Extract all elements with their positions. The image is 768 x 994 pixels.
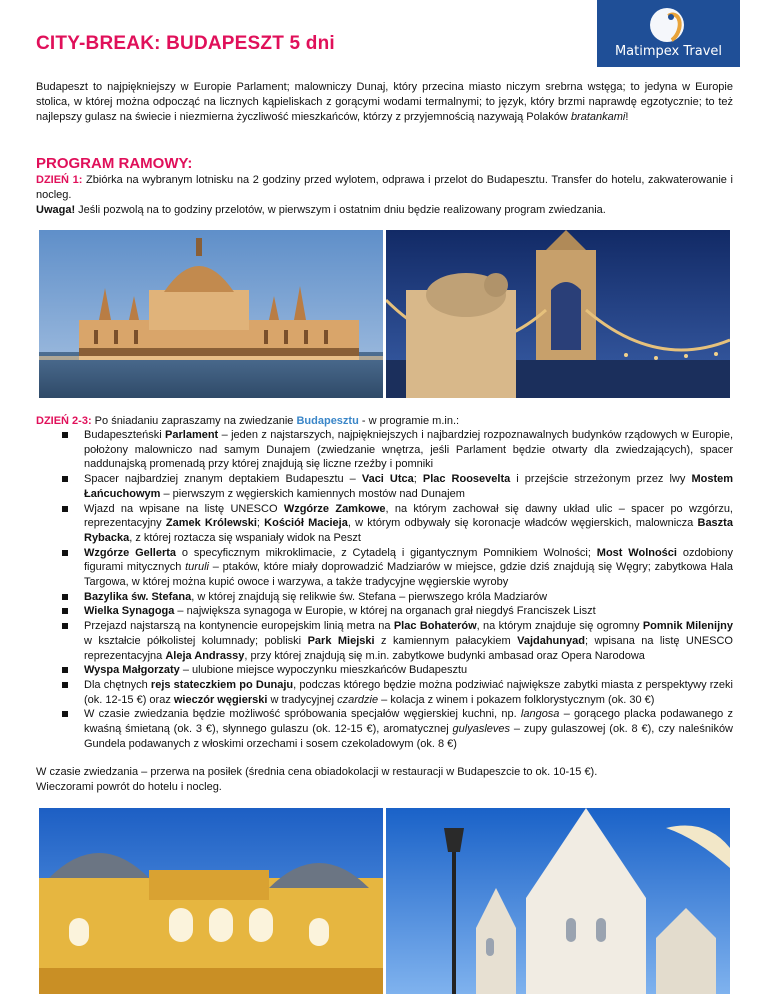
sightseeing-list [36,428,733,751]
day1-text: Zbiórka na wybranym lotnisku na 2 godziny przed wylotem, odprawa i przelot do Budapesztu. Transfer do hotelu, zakwaterowanie i nocleg. [36,174,733,201]
day1-note-label: Uwaga! [36,204,76,216]
meal-break-text: W czasie zwiedzania – przerwa na posiłek (średnia cena obiadokolacji w restauracji w Budapeszcie to ok. 10-15 €). [36,766,598,778]
evening-text: Wieczorami powrót do hotelu i nocleg. [36,781,222,793]
chain-bridge-photo [386,230,730,398]
intro-text: Budapeszt to najpiękniejszy w Europie Parlament; malowniczy Dunaj, który przecina miasto niczym srebrna wstęga; to jedyna w Europie stolica, w której można odpocząć na licznych kąpieliskach z gorącymi wodami termalnymi; to język, który brzmi naprawdę egzotycznie; to też najlepszy gulasz na świecie i niezmierna życzliwość mieszkańców, którzy z przyjemnością nazywają Polaków [36,81,733,123]
intro-italic: bratankami [570,111,626,123]
thermal-baths-photo [39,808,383,994]
list-item: Dla chętnych rejs stateczkiem po Dunaju, podczas którego będzie można podziwiać największe zabytki miasta z perspektywy rzeki (ok. 12-15 €) oraz wieczór węgierski w tradycyjnej czardzie – kolacja z winem i pokazem folklorystycznym (ok. 30 €) [36,678,733,707]
list-item: Budapeszteński Parlament – jeden z najstarszych, najpiękniejszych i najbardziej rozpoznawalnych budynków rządowych w Europie, położony malowniczo nad samym Dunajem (zwiedzanie wnętrza, jeśli Parlament będzie otwarty dla zwiedzających), spacer naddunajską promenadą przy której znajdują się liczne rzeźby i pomniki [36,428,733,472]
intro-end: ! [625,111,629,123]
list-item: Wzgórze Gellerta o specyficznym mikroklimacie, z Cytadelą i gigantycznym Pomnikiem Wolności; Most Wolności ozdobiony figurami mitycznych turuli – ptaków, które miały doprowadzić Madziarów w miejsce, gdzie dziś znajdują się Węgry; zabytkowa Hala Targowa, w której można kupić owoce i warzywa, a także tradycyjne węgierskie wyroby [36,546,733,590]
list-item: Przejazd najstarszą na kontynencie europejskim linią metra na Plac Bohaterów, na którym znajduje się ogromny Pomnik Milenijny w kształcie półkolistej kolumnady; pobliski Park Miejski z kamiennym pałacykiem Vajdahunyad; wpisana na listę UNESCO reprezentacyjna Aleja Andrassy, przy której znajdują się m.in. zabytkowe budynki ambasad oraz Opera Narodowa [36,619,733,663]
fishermans-bastion-photo [386,808,730,994]
day23-label: DZIEŃ 2-3: [36,415,92,427]
page-title: CITY-BREAK: BUDAPESZT 5 dni [36,33,335,54]
list-item: W czasie zwiedzania będzie możliwość spróbowania specjałów węgierskiej kuchni, np. langosa – gorącego placka podawanego z kwaśną śmietaną (ok. 3 €), słynnego gulaszu (ok. 12-15 €), aromatycznej gulyasleves – zupy gulaszowej (ok. 8 €), czy naleśników Gundela podawanych z włoskimi orzechami i sosem czekoladowym (ok. 8 €) [36,707,733,751]
day23-after [36,765,733,795]
intro-paragraph [36,80,733,125]
list-item: Bazylika św. Stefana, w której znajdują się relikwie św. Stefana – pierwszego króla Madziarów [36,590,733,605]
day23-city: Budapesztu [296,415,359,427]
list-item: Wjazd na wpisane na listę UNESCO Wzgórze Zamkowe, na którym zachował się dawny układ ulic – spacer po wzgórzu, reprezentacyjny Zamek Królewski; Kościół Macieja, w którym odbywały się koronacje władców węgierskich, malownicza Baszta Rybacka, z której roztacza się wspaniały widok na Peszt [36,502,733,546]
logo [597,0,740,67]
day1-label: DZIEŃ 1: [36,174,83,186]
day23-intro-b: - w programie m.in.: [358,415,460,427]
list-item: Spacer najbardziej znanym deptakiem Budapesztu – Vaci Utca; Plac Roosevelta i przejście strzeżonym przez lwy Mostem Łańcuchowym – pierwszym z węgierskich kamiennych mostów nad Dunajem [36,472,733,501]
day23-intro-a: Po śniadaniu zapraszamy na zwiedzanie [91,415,297,427]
day1-paragraph [36,173,733,218]
logo-swirl-icon [650,8,684,42]
program-heading: PROGRAM RAMOWY: [36,155,193,172]
list-item: Wielka Synagoga – największa synagoga w Europie, w której na organach grał niegdyś Franciszek Liszt [36,604,733,619]
day23-intro [36,414,733,429]
logo-brand: Matimpex Travel [614,44,723,59]
list-item: Wyspa Małgorzaty – ulubione miejsce wypoczynku mieszkańców Budapesztu [36,663,733,678]
parliament-photo [39,230,383,398]
day1-note-text: Jeśli pozwolą na to godziny przelotów, w pierwszym i ostatnim dniu będzie realizowany program zwiedzania. [75,204,606,216]
